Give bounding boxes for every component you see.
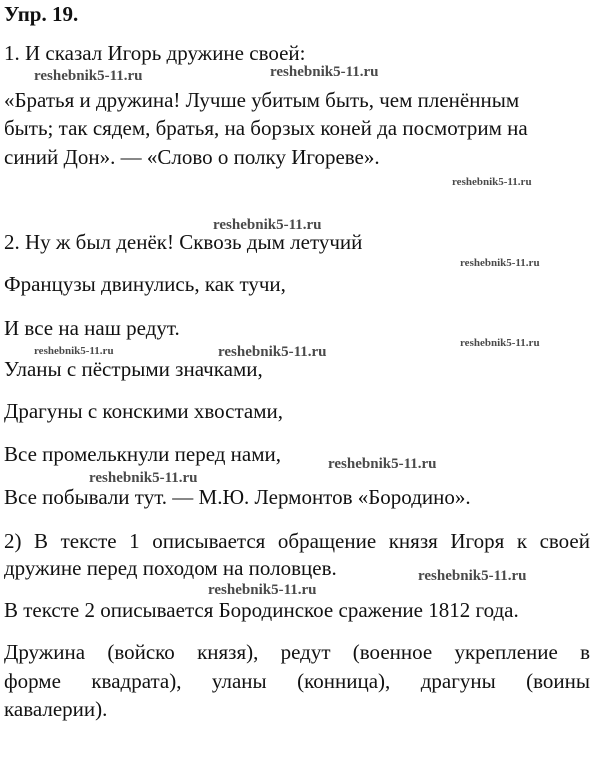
answer-line-2: дружине перед походом на половцев. [4,556,337,580]
answer-line-1: 2) В тексте 1 описывается обращение князя Игоря к своей [4,529,590,553]
watermark: reshebnik5-11.ru [34,68,143,84]
answer-line-5: форме квадрата), уланы (конница), драгуны (воины [4,669,590,693]
watermark: reshebnik5-11.ru [460,257,540,269]
watermark: reshebnik5-11.ru [328,456,437,472]
answer-line-4: Дружина (войско князя), редут (военное укрепление в [4,640,590,664]
text2-line-6: Все промелькнули перед нами, [4,442,282,466]
text1-line-1: 1. И сказал Игорь дружине своей: [4,41,306,65]
text1-line-2: «Братья и дружина! Лучше убитым быть, чем пленённым [4,88,520,112]
watermark: reshebnik5-11.ru [218,344,327,360]
text1-line-3: быть; так сядем, братья, на борзых коней да посмотрим на [4,116,528,140]
exercise-title: Упр. 19. [4,2,79,26]
answer-line-3: В тексте 2 описывается Бородинское сражение 1812 года. [4,598,519,622]
text2-line-1: 2. Ну ж был денёк! Сквозь дым летучий [4,230,363,254]
watermark: reshebnik5-11.ru [213,217,322,233]
text1-line-4: синий Дон». — «Слово о полку Игореве». [4,145,380,169]
watermark: reshebnik5-11.ru [270,64,379,80]
watermark: reshebnik5-11.ru [452,176,532,188]
text2-line-3: И все на наш редут. [4,316,180,340]
text2-line-2: Французы двинулись, как тучи, [4,272,286,296]
text2-line-5: Драгуны с конскими хвостами, [4,399,283,423]
watermark: reshebnik5-11.ru [460,337,540,349]
text2-line-7: Все побывали тут. — М.Ю. Лермонтов «Бородино». [4,485,471,509]
watermark: reshebnik5-11.ru [418,568,527,584]
watermark: reshebnik5-11.ru [89,470,198,486]
answer-line-6: кавалерии). [4,697,108,721]
text2-line-4: Уланы с пёстрыми значками, [4,357,263,381]
watermark: reshebnik5-11.ru [34,345,114,357]
watermark: reshebnik5-11.ru [208,582,317,598]
